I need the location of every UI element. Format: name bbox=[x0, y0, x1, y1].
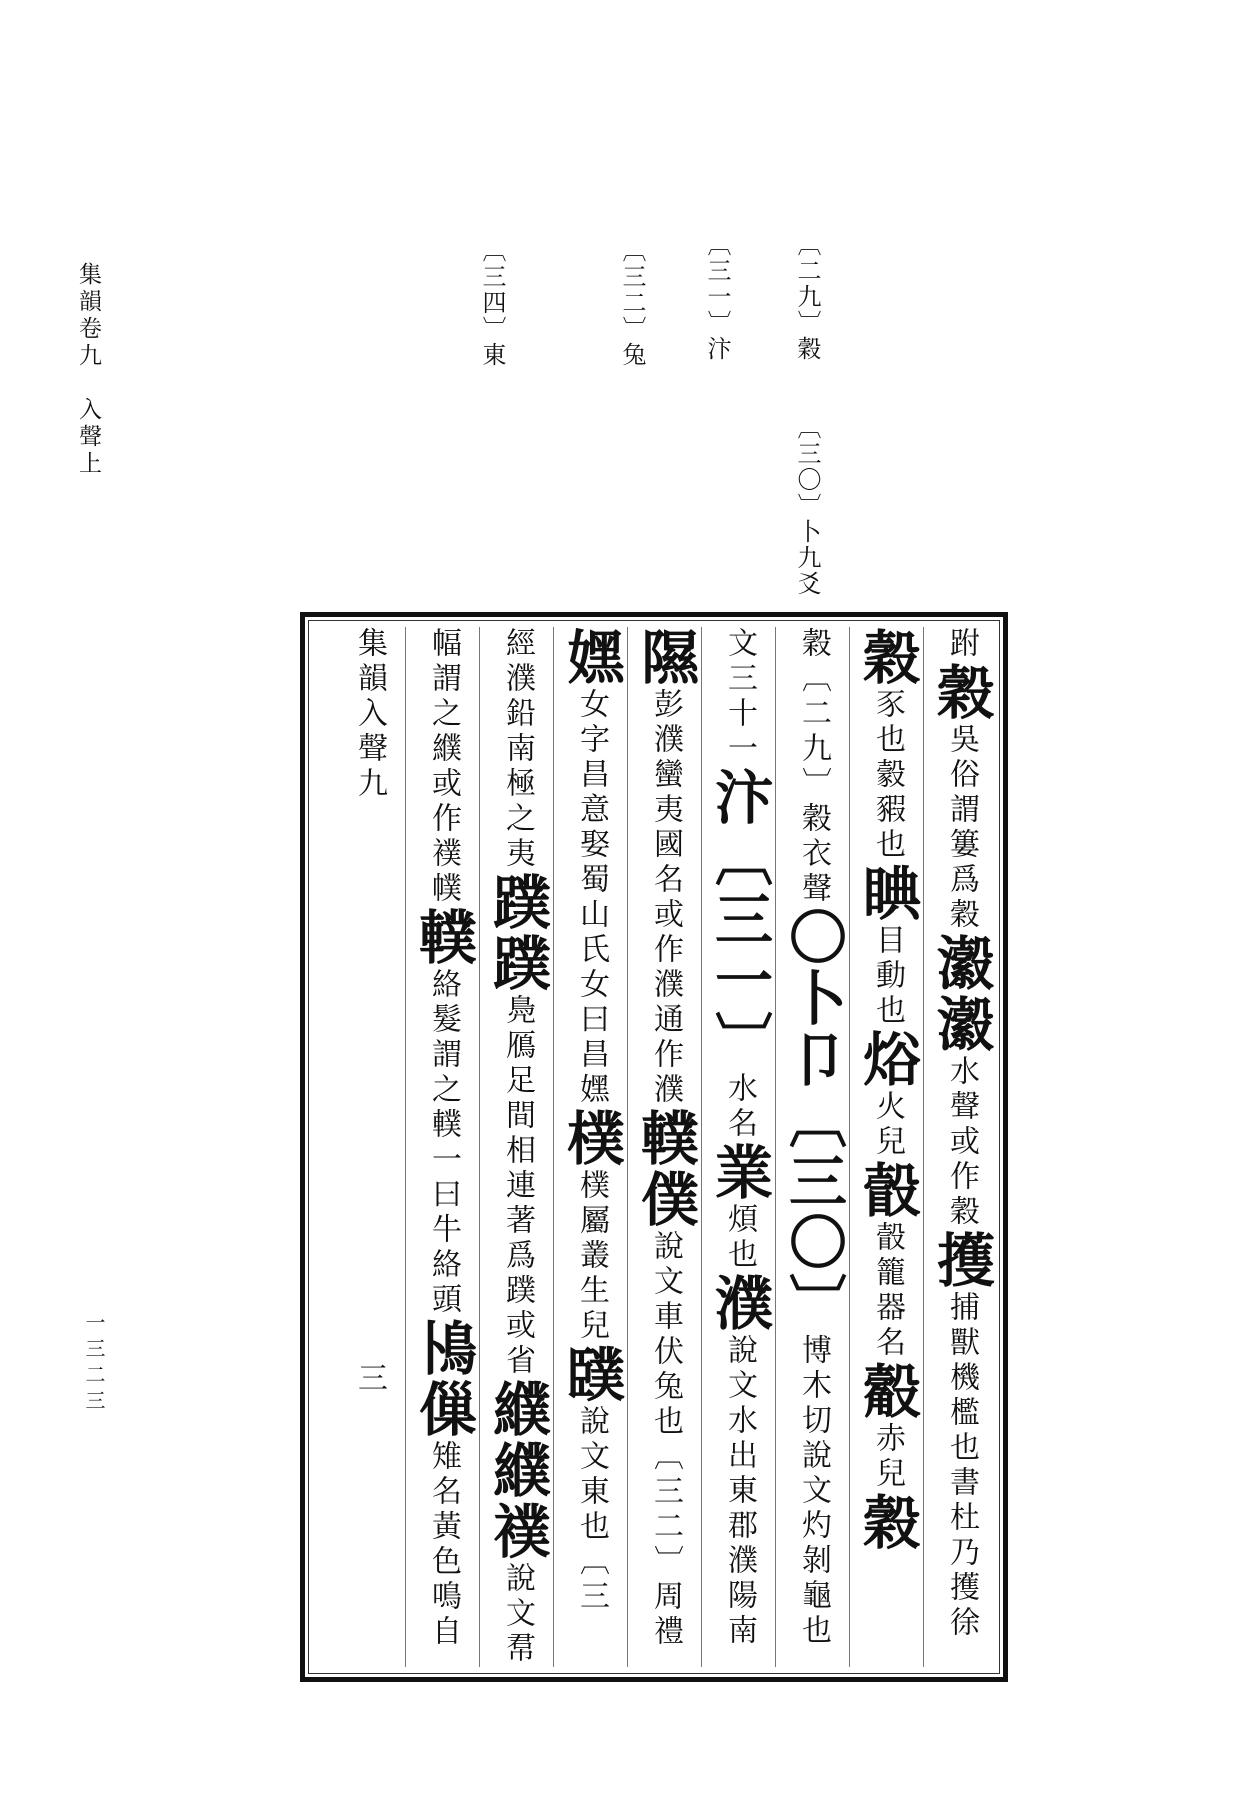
gloss: 捕獸機檻也書杜乃擭徐 bbox=[944, 1291, 979, 1641]
headword: 焀 bbox=[853, 1029, 921, 1090]
text-column-2 bbox=[851, 627, 923, 1667]
gloss: 吳俗謂簍爲穀 bbox=[944, 723, 979, 933]
headword: 蹼 bbox=[483, 872, 551, 933]
gloss: 彭濮蠻夷國名或作濮通作濮 bbox=[648, 688, 683, 1108]
text-column-7 bbox=[481, 627, 553, 1667]
column-rule bbox=[405, 627, 406, 1667]
gloss: 鳧鴈足間相連著爲蹼或省 bbox=[500, 994, 535, 1379]
headword: 㑿 bbox=[409, 1379, 477, 1440]
text-column-3 bbox=[777, 627, 849, 1667]
headword: 襆 bbox=[483, 1501, 551, 1562]
headword: 濮 bbox=[705, 1273, 773, 1334]
gloss: 樸屬叢生兒 bbox=[574, 1169, 609, 1344]
headword: 隰 bbox=[631, 627, 699, 688]
headword: 鳪 bbox=[409, 1318, 477, 1379]
headword: 纀 bbox=[483, 1440, 551, 1501]
column-rule bbox=[553, 627, 554, 1667]
gloss: 文三十一 bbox=[722, 627, 757, 767]
gloss: 豕也豰豭也 bbox=[870, 688, 905, 863]
gloss: 絡髮謂之轐一曰牛絡頭 bbox=[426, 968, 461, 1318]
gloss: 說文東也〔三 bbox=[574, 1405, 609, 1615]
gloss: 衣聲 bbox=[796, 837, 831, 907]
column-rule bbox=[775, 627, 776, 1667]
gloss: 瞉籠器名 bbox=[870, 1221, 905, 1361]
headword: 業 bbox=[705, 1142, 773, 1203]
headword: 穀 bbox=[853, 627, 921, 688]
headword: 汴〔三一〕 bbox=[705, 767, 773, 1072]
headword: 轐 bbox=[409, 907, 477, 968]
gloss: 女字昌意娶蜀山氏女曰昌嫼 bbox=[574, 688, 609, 1108]
gloss: 水名 bbox=[722, 1072, 757, 1142]
gloss: 煩也 bbox=[722, 1203, 757, 1273]
headword: 穀 bbox=[927, 662, 995, 723]
column-text: 跗 bbox=[944, 627, 979, 662]
gloss: 火兒 bbox=[870, 1090, 905, 1160]
gloss: 穀〔二九〕穀 bbox=[796, 627, 831, 837]
column-rule bbox=[849, 627, 850, 1667]
column-rule bbox=[701, 627, 702, 1667]
block-folio-number: 三 bbox=[352, 1362, 387, 1397]
gloss: 說文車伏兔也〔三二〕周禮 bbox=[648, 1230, 683, 1650]
column-rule bbox=[479, 627, 480, 1667]
headword: 穀 bbox=[853, 1492, 921, 1553]
gloss: 說文帬 bbox=[500, 1562, 535, 1667]
collation-note-31: 〔三一〕汴 bbox=[703, 232, 731, 362]
gloss: 水聲或作穀 bbox=[944, 1055, 979, 1230]
headword: 嫼 bbox=[557, 627, 625, 688]
headword: 睓 bbox=[853, 863, 921, 924]
headword: 觳 bbox=[853, 1361, 921, 1422]
inner-border bbox=[308, 620, 1000, 1674]
gloss: 赤兒 bbox=[870, 1422, 905, 1492]
gloss: 說文水出東郡濮陽南 bbox=[722, 1334, 757, 1649]
headword: 纀 bbox=[483, 1379, 551, 1440]
margin-title: 集韻卷九 入聲上 bbox=[75, 262, 101, 478]
text-column-4 bbox=[703, 627, 775, 1667]
headword: 卜 bbox=[779, 968, 847, 1029]
gloss: 博木切說文灼剝龜也 bbox=[796, 1334, 831, 1649]
text-column-6 bbox=[555, 627, 627, 1667]
collation-note-30: 〔三〇〕卜九爻 bbox=[793, 415, 821, 597]
text-column-8 bbox=[407, 627, 479, 1667]
gloss: 幅謂之纀或作襆幞 bbox=[426, 627, 461, 907]
headword: 蹼 bbox=[483, 933, 551, 994]
headword: 瞉 bbox=[853, 1160, 921, 1221]
headword: 瀫 bbox=[927, 994, 995, 1055]
column-rule bbox=[627, 627, 628, 1667]
collation-note-34: 〔三四〕東 bbox=[478, 238, 506, 368]
block-center-heart bbox=[333, 627, 405, 1667]
text-column-1 bbox=[925, 627, 997, 1667]
collation-note-32: 〔三二〕兔 bbox=[618, 238, 646, 368]
headword: 樸 bbox=[557, 1108, 625, 1169]
column-rule bbox=[923, 627, 924, 1667]
rhyme-circle-marker: 〇 bbox=[779, 907, 847, 968]
headword: 瀫 bbox=[927, 933, 995, 994]
text-column-5 bbox=[629, 627, 701, 1667]
headword: 䑑 bbox=[557, 1344, 625, 1405]
headword: 卩〔三〇〕 bbox=[779, 1029, 847, 1334]
woodblock-page-frame bbox=[300, 612, 1008, 1682]
page-number: 一三二三 bbox=[82, 1312, 106, 1416]
headword: 轐 bbox=[631, 1108, 699, 1169]
gloss: 經濮鉛南極之夷 bbox=[500, 627, 535, 872]
collation-note-29: 〔二九〕穀 bbox=[793, 232, 821, 362]
headword: 擭 bbox=[927, 1230, 995, 1291]
gloss: 雉名黃色鳴自 bbox=[426, 1440, 461, 1650]
block-heart-title: 集韻入聲九 bbox=[352, 627, 387, 802]
headword: 僕 bbox=[631, 1169, 699, 1230]
gloss: 目動也 bbox=[870, 924, 905, 1029]
